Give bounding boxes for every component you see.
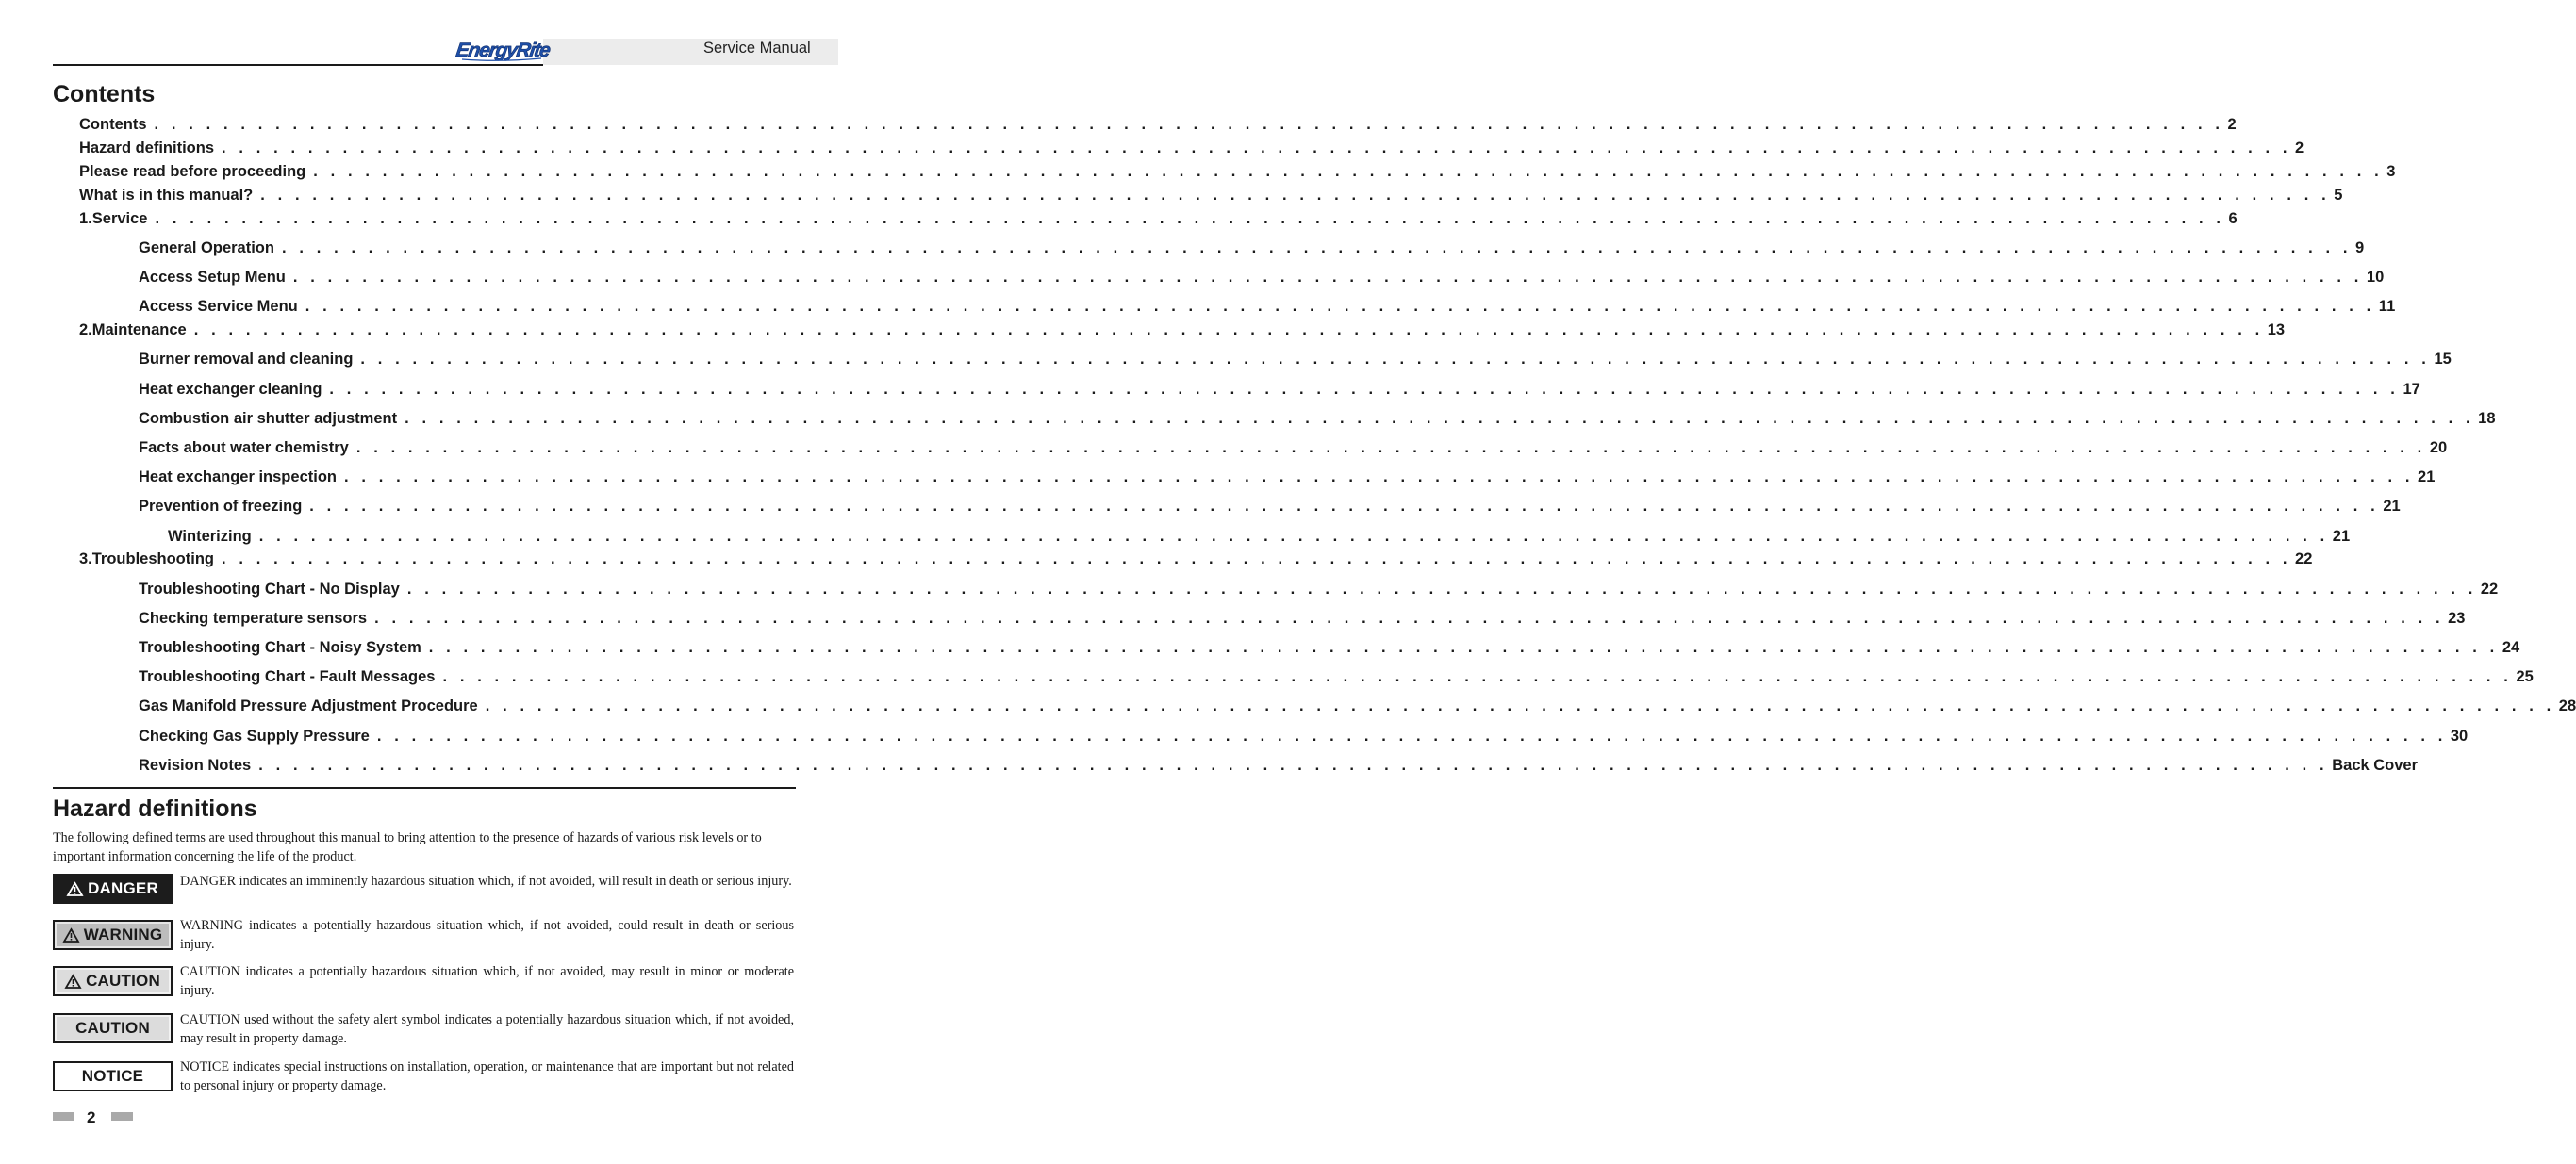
hazard-intro: The following defined terms are used throughout this manual to bring attention to the presence of hazards of various risk levels or to important information concerning the life of the product. [53,830,762,864]
toc-entry[interactable] [79,549,2313,568]
toc-entry-page: 18 [2478,410,2496,427]
toc-entry[interactable] [79,139,2304,157]
danger-label-text: DANGER [88,879,158,897]
toc-entry-page: 22 [2480,581,2499,598]
toc-entry-label: Maintenance [91,321,187,338]
toc-leader-dots: . . . . . . . . . . . . . . . . . . . . . . . . . . . . . . . . . . . . . . . . . . . . . . . . . . . . . . . . . . . . . . . . . . . . . . . . . . . . . . . . . . . . . . . . . . . . . . . . . . . . . . . . . . . . . . . . . . . . . . . . [258,757,2329,774]
toc-entry-page: 5 [2334,187,2343,204]
toc-entry-page: 17 [2403,381,2420,398]
toc-leader-dots: . . . . . . . . . . . . . . . . . . . . . . . . . . . . . . . . . . . . . . . . . . . . . . . . . . . . . . . . . . . . . . . . . . . . . . . . . . . . . . . . . . . . . . . . . . . . . . . . . . . . . . . . . . . . . . . . . . . . . . . . [406,581,2477,598]
toc-entry[interactable] [139,727,2469,746]
toc-leader-dots: . . . . . . . . . . . . . . . . . . . . . . . . . . . . . . . . . . . . . . . . . . . . . . . . . . . . . . . . . . . . . . . . . . . . . . . . . . . . . . . . . . . . . . . . . . . . . . . . . . . . . . . . . . . . . . . . . . . . . . . . [405,410,2475,427]
toc-entry-label: Please read before proceeding [79,163,306,180]
toc-entry[interactable] [139,467,2436,486]
toc-entry-label: Service [91,210,148,227]
toc-entry-page: 20 [2429,439,2448,456]
toc-entry-page: 25 [2516,668,2534,685]
toc-entry-label: Troubleshooting Chart - Fault Messages [139,668,436,685]
toc-leader-dots: . . . . . . . . . . . . . . . . . . . . . . . . . . . . . . . . . . . . . . . . . . . . . . . . . . . . . . . . . . . . . . . . . . . . . . . . . . . . . . . . . . . . . . . . . . . . . . . . . . . . . . . . . . . . . . . . . . . . . . . . [155,210,2225,227]
toc-entry-page: 24 [2502,639,2520,656]
danger-label [53,874,173,904]
toc-entry[interactable] [79,162,2396,181]
toc-entry-label: Heat exchanger inspection [139,468,337,485]
toc-entry[interactable] [79,186,2343,205]
toc-entry[interactable] [139,438,2448,457]
toc-entry-number: 2. [79,321,92,338]
toc-entry-label: Prevention of freezing [139,498,303,515]
toc-entry-page: 21 [2383,498,2401,515]
toc-entry-page: 11 [2378,298,2396,315]
toc-entry-label: Checking Gas Supply Pressure [139,728,370,745]
header-title: Service Manual [703,40,811,57]
toc-leader-dots: . . . . . . . . . . . . . . . . . . . . . . . . . . . . . . . . . . . . . . . . . . . . . . . . . . . . . . . . . . . . . . . . . . . . . . . . . . . . . . . . . . . . . . . . . . . . . . . . . . . . . . . . . . . . . . . . . . . . . . . . [281,239,2352,256]
toc-entry-page: 13 [2267,321,2286,338]
toc-entry-number: 1. [79,210,92,227]
toc-entry-label: Access Setup Menu [139,269,286,286]
toc-leader-dots: . . . . . . . . . . . . . . . . . . . . . . . . . . . . . . . . . . . . . . . . . . . . . . . . . . . . . . . . . . . . . . . . . . . . . . . . . . . . . . . . . . . . . . . . . . . . . . . . . . . . . . . . . . . . . . . . . . . . . . . . [376,728,2447,745]
toc-leader-dots: . . . . . . . . . . . . . . . . . . . . . . . . . . . . . . . . . . . . . . . . . . . . . . . . . . . . . . . . . . . . . . . . . . . . . . . . . . . . . . . . . . . . . . . . . . . . . . . . . . . . . . . . . . . . . . . . . . . . . . . . [260,187,2331,204]
alert-triangle-icon [67,882,83,896]
toc-entry[interactable] [168,527,2351,546]
caution-symbol-text: CAUTION indicates a potentially hazardous situation which, if not avoided, may result in minor or moderate injury. [180,964,794,998]
hazard-heading: Hazard definitions [53,795,257,822]
header-rule [53,64,543,66]
toc-entry[interactable] [139,580,2499,598]
toc-entry[interactable] [139,380,2420,399]
toc-entry-page: 2 [2295,139,2304,156]
toc-entry-page: 10 [2366,269,2385,286]
toc-entry[interactable] [139,409,2496,428]
toc-entry-label: Troubleshooting Chart - No Display [139,581,400,598]
caution-label-text: CAUTION [75,1019,150,1037]
toc-entry-page: 21 [2418,468,2436,485]
toc-leader-dots: . . . . . . . . . . . . . . . . . . . . . . . . . . . . . . . . . . . . . . . . . . . . . . . . . . . . . . . . . . . . . . . . . . . . . . . . . . . . . . . . . . . . . . . . . . . . . . . . . . . . . . . . . . . . . . . . . . . . . . . . [309,498,2380,515]
section-divider [53,787,796,789]
toc-entry-label: Checking temperature sensors [139,610,368,627]
toc-entry-label: Winterizing [168,528,252,545]
toc-leader-dots: . . . . . . . . . . . . . . . . . . . . . . . . . . . . . . . . . . . . . . . . . . . . . . . . . . . . . . . . . . . . . . . . . . . . . . . . . . . . . . . . . . . . . . . . . . . . . . . . . . . . . . . . . . . . . . . . . . . . . . . . [313,163,2384,180]
toc-leader-dots: . . . . . . . . . . . . . . . . . . . . . . . . . . . . . . . . . . . . . . . . . . . . . . . . . . . . . . . . . . . . . . . . . . . . . . . . . . . . . . . . . . . . . . . . . . . . . . . . . . . . . . . . . . . . . . . . . . . . . . . . [258,528,2329,545]
caution-symbol-label [53,966,173,996]
notice-text: NOTICE indicates special instructions on installation, operation, or maintenance that are important but not related to personal injury or property damage. [180,1059,794,1093]
toc-leader-dots: . . . . . . . . . . . . . . . . . . . . . . . . . . . . . . . . . . . . . . . . . . . . . . . . . . . . . . . . . . . . . . . . . . . . . . . . . . . . . . . . . . . . . . . . . . . . . . . . . . . . . . . . . . . . . . . . . . . . . . . . [305,298,2375,315]
toc-entry[interactable] [139,238,2365,257]
toc-leader-dots: . . . . . . . . . . . . . . . . . . . . . . . . . . . . . . . . . . . . . . . . . . . . . . . . . . . . . . . . . . . . . . . . . . . . . . . . . . . . . . . . . . . . . . . . . . . . . . . . . . . . . . . . . . . . . . . . . . . . . . . . [154,116,2224,133]
toc-entry-label: Combustion air shutter adjustment [139,410,398,427]
toc-leader-dots: . . . . . . . . . . . . . . . . . . . . . . . . . . . . . . . . . . . . . . . . . . . . . . . . . . . . . . . . . . . . . . . . . . . . . . . . . . . . . . . . . . . . . . . . . . . . . . . . . . . . . . . . . . . . . . . . . . . . . . . . [193,321,2264,338]
toc-entry-label: Burner removal and cleaning [139,351,354,368]
toc-entry-label: Contents [79,116,147,133]
warning-label-text: WARNING [83,926,163,943]
toc-entry-page: 6 [2228,210,2237,227]
footer-bar-right [111,1112,133,1121]
toc-entry[interactable] [139,697,2576,715]
toc-entry-number: 3. [79,550,92,567]
toc-entry-page: 28 [2558,697,2576,714]
toc-entry-label: General Operation [139,239,274,256]
toc-leader-dots: . . . . . . . . . . . . . . . . . . . . . . . . . . . . . . . . . . . . . . . . . . . . . . . . . . . . . . . . . . . . . . . . . . . . . . . . . . . . . . . . . . . . . . . . . . . . . . . . . . . . . . . . . . . . . . . . . . . . . . . . [292,269,2363,286]
caution-symbol-label-text: CAUTION [86,972,160,990]
toc-leader-dots: . . . . . . . . . . . . . . . . . . . . . . . . . . . . . . . . . . . . . . . . . . . . . . . . . . . . . . . . . . . . . . . . . . . . . . . . . . . . . . . . . . . . . . . . . . . . . . . . . . . . . . . . . . . . . . . . . . . . . . . . [343,468,2415,485]
toc-entry-label: Revision Notes [139,757,252,774]
toc-entry-page: 2 [2227,116,2237,133]
toc-entry-page: Back Cover [2332,757,2419,774]
alert-triangle-icon [65,975,81,989]
toc-entry-label: Heat exchanger cleaning [139,381,322,398]
toc-entry-label: What is in this manual? [79,187,254,204]
toc-entry-page: 30 [2450,728,2469,745]
toc-entry-page: 23 [2448,610,2466,627]
toc-leader-dots: . . . . . . . . . . . . . . . . . . . . . . . . . . . . . . . . . . . . . . . . . . . . . . . . . . . . . . . . . . . . . . . . . . . . . . . . . . . . . . . . . . . . . . . . . . . . . . . . . . . . . . . . . . . . . . . . . . . . . . . . [374,610,2445,627]
toc-entry[interactable] [139,638,2520,657]
caution-label [53,1013,173,1043]
toc-entry-label: Troubleshooting Chart - Noisy System [139,639,421,656]
toc-leader-dots: . . . . . . . . . . . . . . . . . . . . . . . . . . . . . . . . . . . . . . . . . . . . . . . . . . . . . . . . . . . . . . . . . . . . . . . . . . . . . . . . . . . . . . . . . . . . . . . . . . . . . . . . . . . . . . . . . . . . . . . . [428,639,2499,656]
toc-entry-page: 15 [2434,351,2452,368]
toc-entry[interactable] [79,115,2237,134]
brand-logo-text: EnergyRite [454,40,552,61]
warning-text: WARNING indicates a potentially hazardous situation which, if not avoided, could result in death or serious injury. [180,918,794,952]
notice-label [53,1061,173,1091]
toc-entry[interactable] [139,350,2452,369]
danger-text: DANGER indicates an imminently hazardous situation which, if not avoided, will result in death or serious injury. [180,874,792,889]
alert-triangle-icon [63,928,79,943]
toc-entry-page: 22 [2295,550,2313,567]
notice-label-text: NOTICE [81,1067,144,1085]
toc-entry[interactable] [139,609,2466,628]
toc-entry[interactable] [79,320,2286,339]
contents-heading: Contents [53,81,156,107]
toc-entry[interactable] [139,297,2396,316]
toc-entry-page: 21 [2332,528,2351,545]
toc-entry[interactable] [139,756,2419,775]
caution-text: CAUTION used without the safety alert symbol indicates a potentially hazardous situation which, if not avoided, may result in property damage. [180,1012,794,1046]
toc-leader-dots: . . . . . . . . . . . . . . . . . . . . . . . . . . . . . . . . . . . . . . . . . . . . . . . . . . . . . . . . . . . . . . . . . . . . . . . . . . . . . . . . . . . . . . . . . . . . . . . . . . . . . . . . . . . . . . . . . . . . . . . . [329,381,2400,398]
toc-entry-label: Troubleshooting [91,550,215,567]
footer-bar-left [53,1112,74,1121]
toc-leader-dots: . . . . . . . . . . . . . . . . . . . . . . . . . . . . . . . . . . . . . . . . . . . . . . . . . . . . . . . . . . . . . . . . . . . . . . . . . . . . . . . . . . . . . . . . . . . . . . . . . . . . . . . . . . . . . . . . . . . . . . . . [360,351,2431,368]
toc-entry-page: 3 [2386,163,2396,180]
toc-leader-dots: . . . . . . . . . . . . . . . . . . . . . . . . . . . . . . . . . . . . . . . . . . . . . . . . . . . . . . . . . . . . . . . . . . . . . . . . . . . . . . . . . . . . . . . . . . . . . . . . . . . . . . . . . . . . . . . . . . . . . . . . [442,668,2513,685]
toc-leader-dots: . . . . . . . . . . . . . . . . . . . . . . . . . . . . . . . . . . . . . . . . . . . . . . . . . . . . . . . . . . . . . . . . . . . . . . . . . . . . . . . . . . . . . . . . . . . . . . . . . . . . . . . . . . . . . . . . . . . . . . . . [222,139,2292,156]
brand-logo [454,36,552,64]
toc-entry[interactable] [139,497,2401,516]
toc-leader-dots: . . . . . . . . . . . . . . . . . . . . . . . . . . . . . . . . . . . . . . . . . . . . . . . . . . . . . . . . . . . . . . . . . . . . . . . . . . . . . . . . . . . . . . . . . . . . . . . . . . . . . . . . . . . . . . . . . . . . . . . . [222,550,2292,567]
page-number: 2 [87,1108,96,1126]
toc-leader-dots: . . . . . . . . . . . . . . . . . . . . . . . . . . . . . . . . . . . . . . . . . . . . . . . . . . . . . . . . . . . . . . . . . . . . . . . . . . . . . . . . . . . . . . . . . . . . . . . . . . . . . . . . . . . . . . . . . . . . . . . . [485,697,2555,714]
toc-leader-dots: . . . . . . . . . . . . . . . . . . . . . . . . . . . . . . . . . . . . . . . . . . . . . . . . . . . . . . . . . . . . . . . . . . . . . . . . . . . . . . . . . . . . . . . . . . . . . . . . . . . . . . . . . . . . . . . . . . . . . . . . [355,439,2426,456]
toc-entry-label: Access Service Menu [139,298,298,315]
toc-entry[interactable] [139,667,2534,686]
toc-entry[interactable] [139,268,2385,287]
toc-entry-label: Hazard definitions [79,139,215,156]
toc-entry-page: 9 [2355,239,2365,256]
toc-entry-label: Gas Manifold Pressure Adjustment Procedure [139,697,478,714]
toc-entry[interactable] [79,209,2237,228]
warning-label [53,920,173,950]
toc-entry-label: Facts about water chemistry [139,439,349,456]
